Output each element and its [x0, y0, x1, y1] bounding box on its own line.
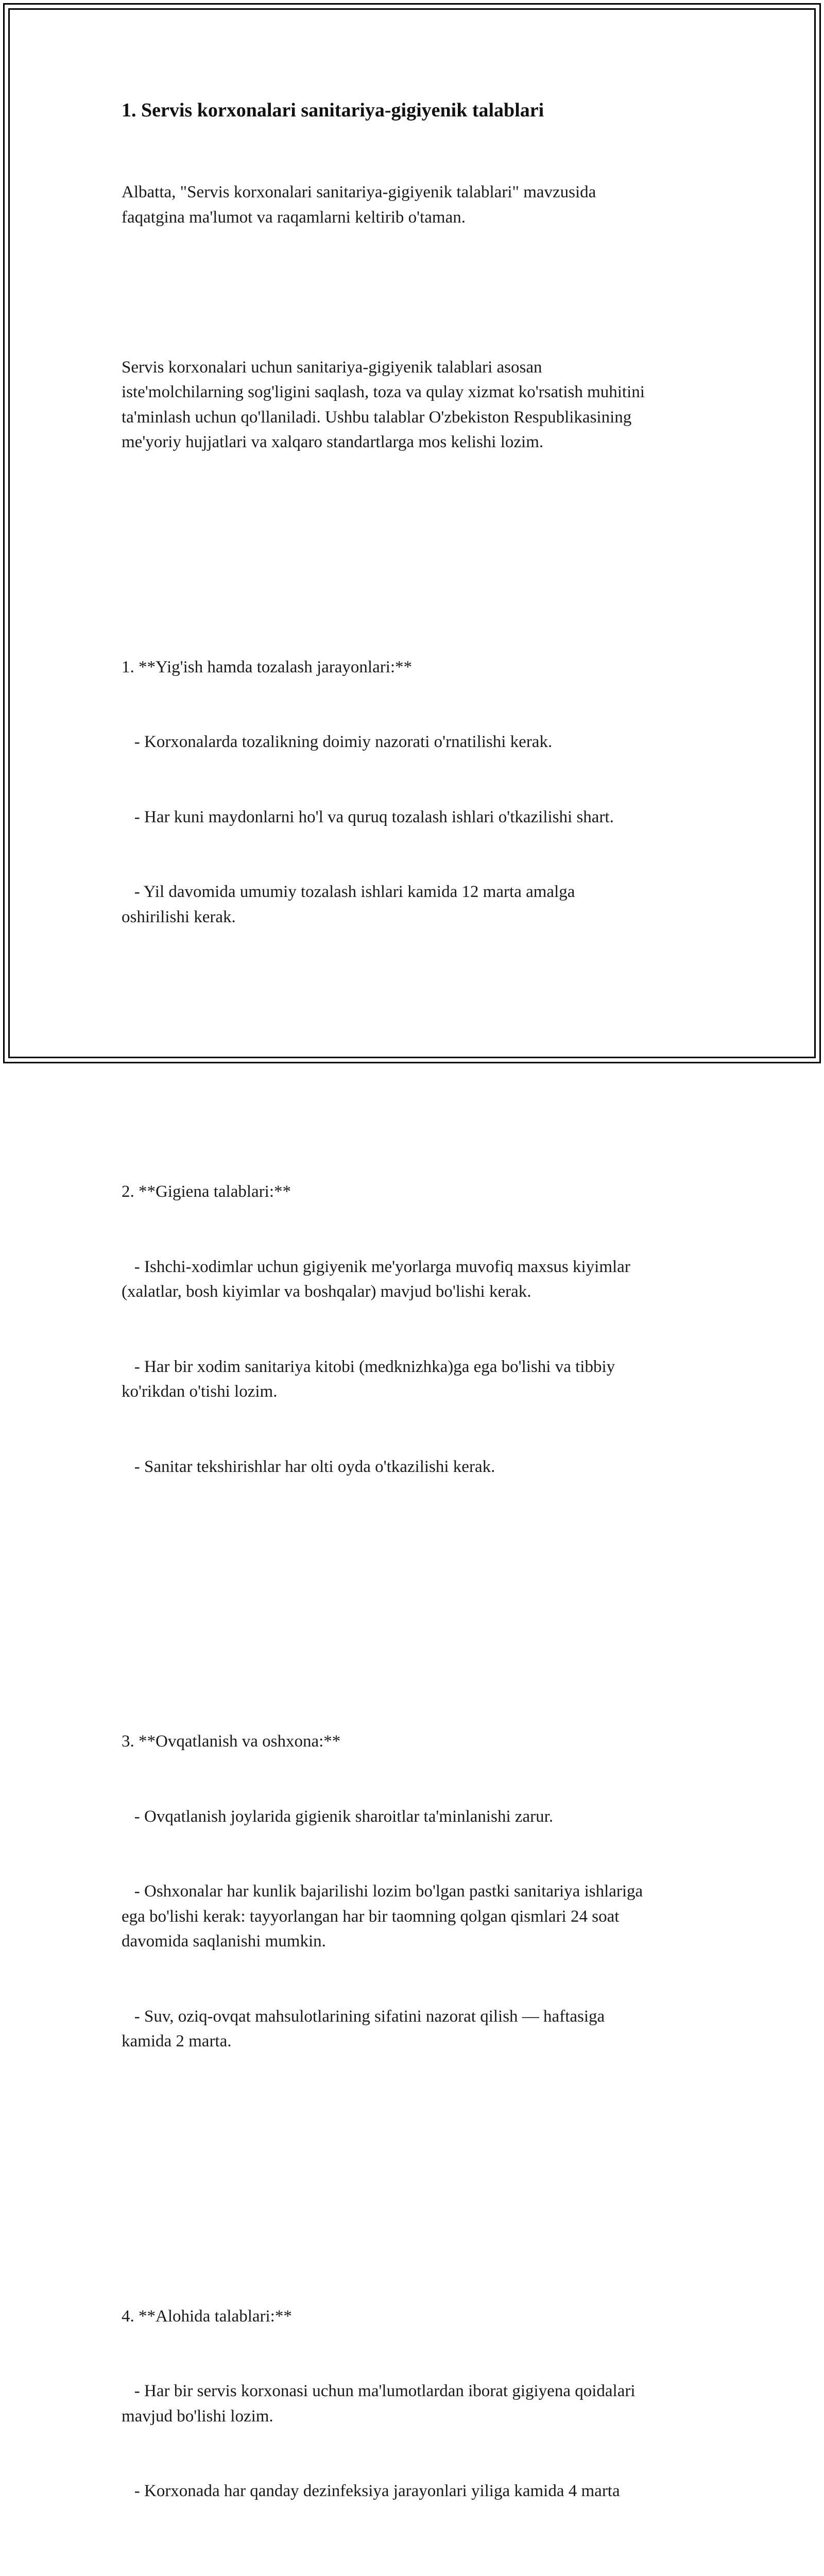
- paragraph-spacer: [122, 505, 714, 530]
- document-page: [122, 98, 714, 2576]
- section-bullet: - Har bir xodim sanitariya kitobi (medknizhka)ga ega bo'lishi va tibbiy ko'rikdan o'tishi lozim.: [122, 1357, 615, 1401]
- section-bullet: - Ovqatlanish joylarida gigienik sharoitlar ta'minlanishi zarur.: [122, 1807, 554, 1826]
- section-hygiene: [122, 1129, 714, 1529]
- paragraph-spacer: [122, 280, 714, 305]
- section-special: [122, 2254, 714, 2554]
- document-title: 1. Servis korxonalari sanitariya-gigiyenik talablari: [122, 99, 544, 121]
- section-bullet: - Har kuni maydonlarni ho'l va quruq tozalash ishlari o'tkazilishi shart.: [122, 807, 614, 826]
- section-bullet: - Ishchi-xodimlar uchun gigiyenik me'yorlarga muvofiq maxsus kiyimlar (xalatlar, bosh kiyimlar va boshqalar) mavjud bo'lishi kerak.: [122, 1257, 630, 1301]
- paragraph-spacer: [122, 1579, 714, 1604]
- section-bullet: - Korxonada har qanday dezinfeksiya jarayonlari yiliga kamida 4 marta: [122, 2482, 620, 2500]
- section-bullet: - Yil davomida umumiy tozalash ishlari kamida 12 marta amalga oshirilishi kerak.: [122, 883, 575, 926]
- section-heading: 2. **Gigiena talablari:**: [122, 1182, 291, 1201]
- section-heading: 3. **Ovqatlanish va oshxona:**: [122, 1732, 341, 1751]
- section-bullet: - Suv, oziq-ovqat mahsulotlarining sifatini nazorat qilish — haftasiga kamida 2 marta.: [122, 2007, 605, 2050]
- paragraph-spacer: [122, 2154, 714, 2179]
- section-food: [122, 1679, 714, 2104]
- document-body: [122, 130, 714, 2576]
- intro-paragraph-1: Albatta, "Servis korxonalari sanitariya-gigiyenik talablari" mavzusida faqatgina ma'lumot va raqamlarni keltirib o'taman.: [122, 183, 596, 227]
- intro-paragraph-2: Servis korxonalari uchun sanitariya-gigiyenik talablari asosan iste'molchilarning sog'ligini saqlash, toza va qulay xizmat ko'rsatish muhitini ta'minlash uchun qo'llaniladi. Ushbu talablar O'zbekiston Respublikasining me'yoriy hujjatlari va xalqaro standartlarga mos kelishi lozim.: [122, 358, 645, 451]
- section-cleaning: [122, 605, 714, 980]
- section-bullet: - Har bir servis korxonasi uchun ma'lumotlardan iborat gigiyena qoidalari mavjud bo'lishi lozim.: [122, 2382, 636, 2426]
- section-bullet: - Sanitar tekshirishlar har olti oyda o'tkazilishi kerak.: [122, 1457, 495, 1476]
- section-heading: 1. **Yig'ish hamda tozalash jarayonlari:**: [122, 657, 413, 676]
- section-bullet: - Korxonalarda tozalikning doimiy nazorati o'rnatilishi kerak.: [122, 733, 553, 751]
- section-heading: 4. **Alohida talablari:**: [122, 2307, 292, 2326]
- section-bullet: - Oshxonalar har kunlik bajarilishi lozim bo'lgan pastki sanitariya ishlariga ega bo'lishi kerak: tayyorlangan har bir taomning qolgan qismlari 24 soat davomida saqlanishi mumkin.: [122, 1882, 643, 1951]
- paragraph-spacer: [122, 1029, 714, 1055]
